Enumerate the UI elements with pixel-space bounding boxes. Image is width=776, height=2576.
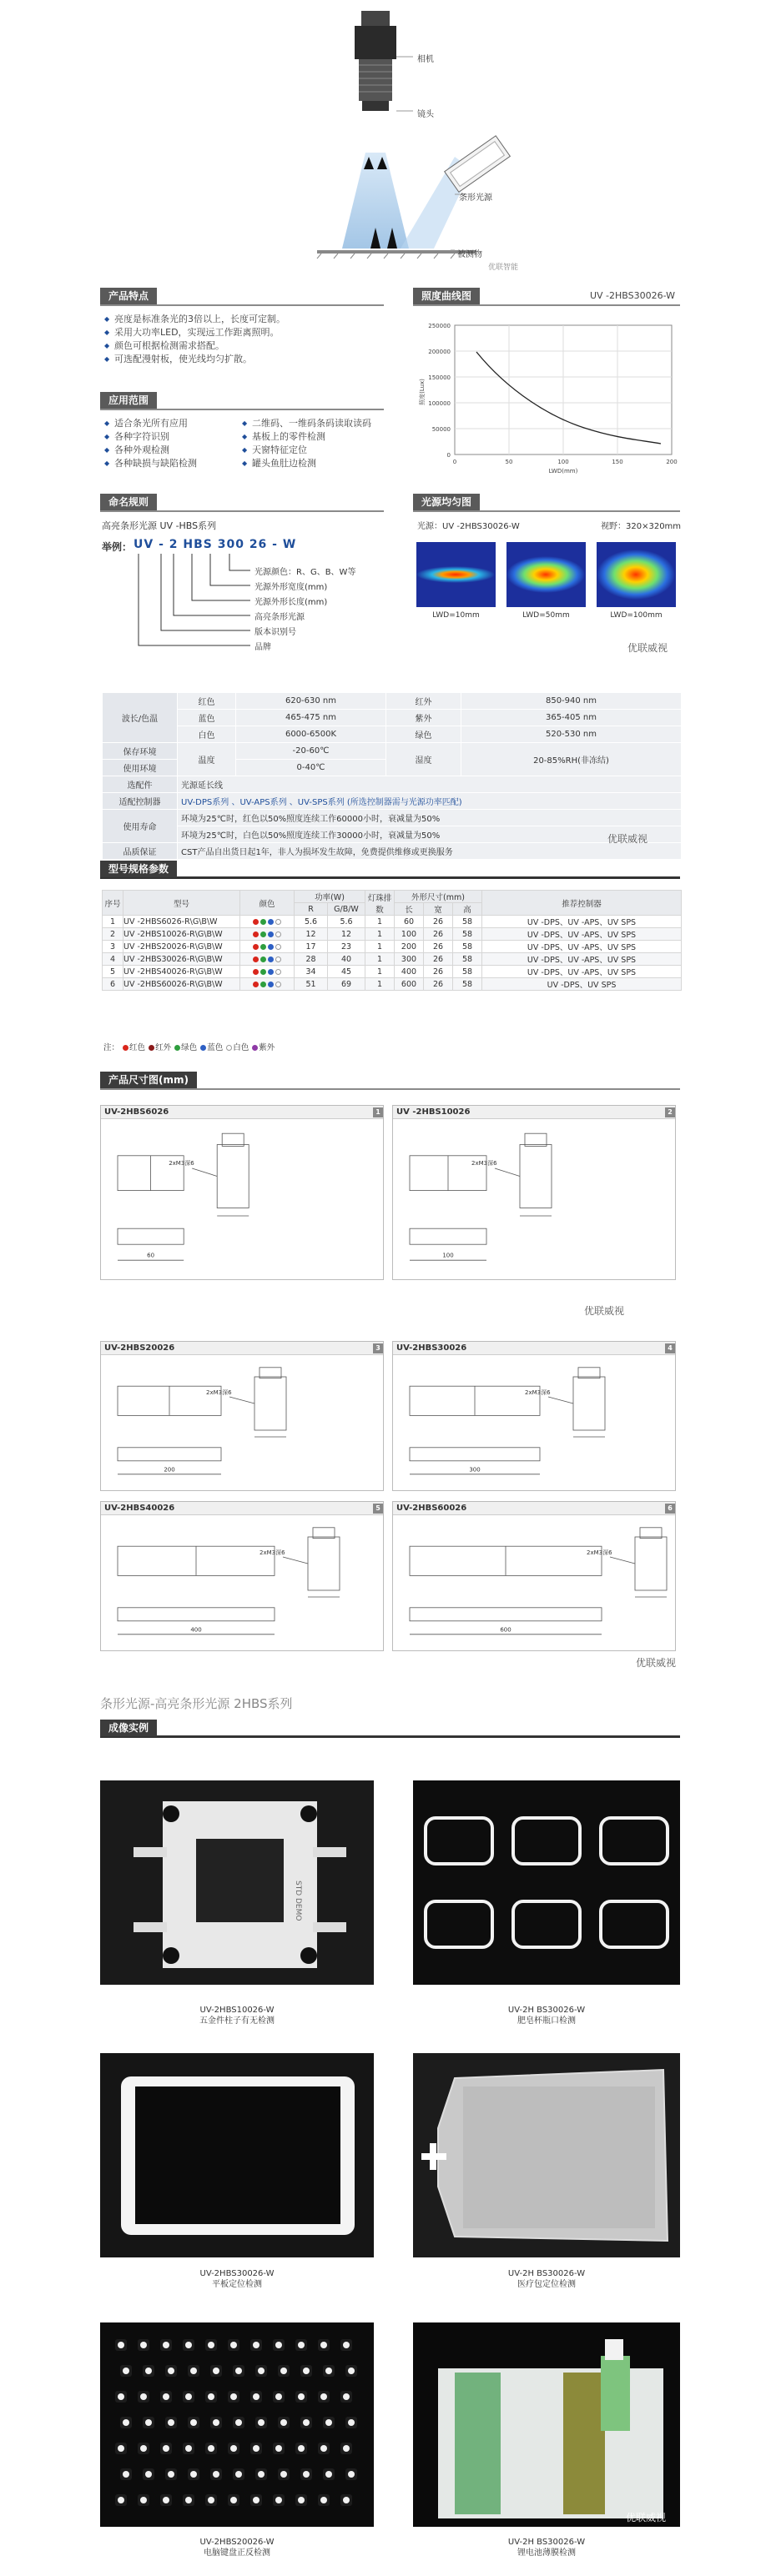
dimensions-header: 产品尺寸图(mm) (100, 1072, 680, 1090)
app-item: ◆ 基板上的零件检测 (242, 430, 392, 444)
watermark: 优联威视 (607, 833, 648, 845)
color-dots (240, 966, 295, 978)
table-row: 3 UV -2HBS20026-R\G\B\W 17 23 1 200 26 58 UV -DPS、UV -APS、UV SPS (103, 941, 682, 953)
dimension-index: 6 (665, 1504, 675, 1514)
uniformity-light: 光源：UV -2HBS30026-W (417, 522, 520, 531)
svg-text:250000: 250000 (428, 323, 451, 329)
example-photo (100, 2322, 374, 2527)
example-photo (100, 1780, 374, 1985)
naming-header: 命名规则 (100, 494, 384, 512)
dimension-drawing (392, 1341, 676, 1491)
dimension-title: UV-2HBS30026 4 (393, 1342, 675, 1355)
svg-text:150: 150 (612, 459, 623, 465)
dimension-hole: 2xM3深6 (525, 1388, 551, 1396)
models-table: 序号 型号 颜色 功率(W) 灯珠排数 外形尺寸(mm) 推荐控制器 R G/B/W 长 宽 高 1 UV -2HBS6026-R\G\B\W 5.6 5.6 1 60 26 58 UV -DPS、UV -APS、UV SPS 2 UV -2HBS10026-R\G\B\W 12 12 1 100 26 58 UV -DPS、UV -APS、UV SPS 3 UV -2HBS20026-R\G\B\W 17 23 1 200 26 58 UV -DPS、UV -APS、UV SPS 4 UV -2HBS30026-R\G\B\W 28 40 1 300 26 58 UV -DPS、UV -APS、UV SPS 5 UV -2HBS40026-R\G\B\W 34 45 1 400 26 58 UV -DPS、UV -APS、UV SPS 6 UV -2HBS60026-R\G\B\W 51 69 1 600 26 58 UV -DPS、UV SPS (102, 890, 682, 991)
uniformity-caption: LWD=10mm (432, 611, 480, 620)
color-dots (240, 941, 295, 953)
dimension-drawing (100, 1105, 384, 1280)
color-dots (240, 928, 295, 941)
svg-text:150000: 150000 (428, 374, 451, 381)
example-model: UV-2HBS30026-W (199, 2269, 275, 2278)
color-dots (240, 953, 295, 966)
dimension-hole: 2xM3深6 (471, 1160, 497, 1167)
imaging-header: 成像实例 (100, 1720, 680, 1738)
app-item: ◆ 适合条光所有应用 (104, 417, 238, 430)
features-header: 产品特点 (100, 288, 384, 306)
dimension-svg (101, 1357, 383, 1490)
app-item: ◆ 罐头鱼肚边检测 (242, 457, 392, 470)
dimension-length: 300 (469, 1466, 481, 1474)
color-dots (240, 916, 295, 928)
watermark: 优联威视 (636, 1657, 677, 1669)
example-model: UV-2HBS20026-W (199, 2538, 275, 2547)
table-row: 6 UV -2HBS60026-R\G\B\W 51 69 1 600 26 58 UV -DPS、UV SPS (103, 978, 682, 991)
naming-example-label: 举例： (102, 541, 133, 553)
example-photo (413, 1780, 680, 1985)
spec-table: 波长/色温 红色 620-630 nm 红外 850-940 nm 蓝色 465-475 nm 紫外 365-405 nm 白色 6000-6500K 绿色 520-530 nm 保存环境 温度 -20-60℃ 湿度 20-85%RH(非冻结) 使用环境 0-40℃ 选配件 光源延长线 适配控制器 UV-DPS系列 、UV-APS系列 、UV-SPS系列 (所选控制器需与光源功率匹配) 使用寿命 环境为25℃时，红色以50%照度连续工作60000小时，衰减量为50% 环境为25℃时，白色以50%照度连续工作30000小时，衰减量为50% 品质保证 CST产品自出货日起1年，非人为损坏发生故障，免费提供维修或更换服务 (102, 692, 682, 860)
dimension-title: UV -2HBS10026 2 (393, 1106, 675, 1119)
dimension-length: 100 (442, 1252, 454, 1259)
app-item: ◆ 各种外观检测 (104, 444, 238, 457)
dimension-length: 600 (500, 1626, 511, 1634)
dimension-length: 200 (164, 1466, 175, 1474)
dimension-title: UV-2HBS6026 1 (101, 1106, 383, 1119)
color-dots (240, 978, 295, 991)
uniformity-view: 视野：320×320mm (601, 522, 682, 531)
camera-label: 相机 (417, 55, 434, 64)
example-desc: 平板定位检测 (212, 2280, 262, 2289)
naming-label: 光源外形宽度(mm) (254, 583, 328, 592)
naming-label: 高亮条形光源 (254, 613, 305, 622)
svg-text:50: 50 (505, 459, 513, 465)
color-legend: 注： 红色 红外 绿色 蓝色 白色 紫外 (103, 1043, 275, 1052)
svg-text:STD DEMO: STD DEMO (294, 1881, 302, 1921)
applications-left (104, 417, 238, 470)
example-model: UV-2HBS10026-W (199, 2006, 275, 2015)
optical-diagram (309, 7, 559, 274)
object-label: 被测物 (457, 250, 482, 259)
example-desc: 肥皂杯瓶口检测 (517, 2016, 576, 2026)
dimension-drawing (392, 1105, 676, 1280)
svg-text:100: 100 (557, 459, 569, 465)
dimension-title: UV-2HBS20026 3 (101, 1342, 383, 1355)
naming-label: 光源颜色：R、G、B、W等 (254, 568, 356, 577)
svg-text:100000: 100000 (428, 400, 451, 407)
table-row: 5 UV -2HBS40026-R\G\B\W 34 45 1 400 26 58 UV -DPS、UV -APS、UV SPS (103, 966, 682, 978)
svg-text:200: 200 (666, 459, 678, 465)
features-list (104, 313, 384, 366)
svg-text:200000: 200000 (428, 349, 451, 355)
svg-text:50000: 50000 (431, 426, 451, 433)
dimension-svg (101, 1121, 383, 1279)
example-photo (413, 2322, 680, 2527)
example-model: UV-2H BS30026-W (507, 2269, 586, 2278)
svg-text:0: 0 (446, 452, 451, 459)
uniformity-header: 光源均匀图 (413, 494, 680, 512)
watermark: 优联威视 (584, 1305, 625, 1317)
light-label: 条形光源 (459, 193, 492, 203)
dimension-hole: 2xM3深6 (260, 1549, 285, 1556)
dimension-drawing (100, 1501, 384, 1651)
series-title: 条形光源-高亮条形光源 2HBS系列 (100, 1696, 293, 1711)
app-item: ◆ 各种缺损与缺陷检测 (104, 457, 238, 470)
naming-lines (134, 552, 259, 660)
dimension-index: 5 (373, 1504, 383, 1514)
dimension-title: UV-2HBS40026 5 (101, 1502, 383, 1515)
dimension-hole: 2xM3深6 (169, 1160, 194, 1167)
dimension-hole: 2xM3深6 (206, 1388, 232, 1396)
feature-item: ◆ 采用大功率LED，实现远工作距离照明。 (104, 326, 384, 339)
app-item: ◆ 各种字符识别 (104, 430, 238, 444)
naming-example: UV - 2 HBS 300 26 - W (134, 538, 297, 551)
example-photo (100, 2053, 374, 2257)
small-watermark: 优联智能 (488, 264, 519, 272)
dimension-index: 3 (373, 1343, 383, 1353)
naming-label: 品牌 (254, 643, 271, 652)
applications-right (242, 417, 392, 470)
illum-curve-chart (417, 317, 680, 484)
dimension-drawing (392, 1501, 676, 1651)
models-header: 型号规格参数 (100, 861, 680, 879)
dimension-index: 4 (665, 1343, 675, 1353)
naming-label: 光源外形长度(mm) (254, 598, 328, 607)
feature-item: ◆ 亮度是标准条光的3倍以上，长度可定制。 (104, 313, 384, 326)
naming-subtitle: 高亮条形光源 UV -HBS系列 (102, 520, 217, 531)
illum-curve-header: 照度曲线图 UV -2HBS30026-W (413, 288, 680, 306)
table-row: 2 UV -2HBS10026-R\G\B\W 12 12 1 100 26 58 UV -DPS、UV -APS、UV SPS (103, 928, 682, 941)
dimension-drawing (100, 1341, 384, 1491)
feature-item: ◆ 可选配漫射板，使光线均匀扩散。 (104, 353, 384, 366)
dimension-title: UV-2HBS60026 6 (393, 1502, 675, 1515)
example-photo (413, 2053, 680, 2257)
dimension-svg (393, 1357, 675, 1490)
applications-header: 应用范围 (100, 392, 384, 410)
svg-text:LWD(mm): LWD(mm) (548, 468, 578, 475)
uniformity-caption: LWD=50mm (522, 611, 570, 620)
svg-text:0: 0 (452, 459, 457, 465)
dimension-length: 400 (190, 1626, 202, 1634)
table-row: 1 UV -2HBS6026-R\G\B\W 5.6 5.6 1 60 26 58 UV -DPS、UV -APS、UV SPS (103, 916, 682, 928)
example-model: UV-2H BS30026-W (507, 2538, 586, 2547)
dimension-index: 1 (373, 1107, 383, 1117)
lens-label: 镜头 (417, 110, 434, 119)
naming-label: 版本识别号 (254, 628, 296, 637)
example-desc: 医疗包定位检测 (517, 2280, 576, 2289)
feature-item: ◆ 颜色可根据检测需求搭配。 (104, 339, 384, 353)
app-item: ◆ 天窗特征定位 (242, 444, 392, 457)
example-desc: 电脑键盘正反检测 (204, 2548, 270, 2558)
dimension-svg (393, 1121, 675, 1279)
example-desc: 锂电池薄膜检测 (517, 2548, 576, 2558)
example-desc: 五金件柱子有无检测 (199, 2016, 275, 2026)
app-item: ◆ 二维码、一维码条码读取读码 (242, 417, 392, 430)
example-model: UV-2H BS30026-W (507, 2006, 586, 2015)
dimension-svg (101, 1517, 383, 1650)
svg-text:照度(Lux): 照度(Lux) (419, 379, 426, 405)
dimension-length: 60 (147, 1252, 155, 1259)
watermark: 优联威视 (626, 2512, 667, 2523)
dimension-index: 2 (665, 1107, 675, 1117)
dimension-svg (393, 1517, 675, 1650)
dimension-hole: 2xM3深6 (587, 1549, 612, 1556)
uniformity-caption: LWD=100mm (610, 611, 663, 620)
watermark: 优联威视 (627, 642, 668, 654)
table-row: 4 UV -2HBS30026-R\G\B\W 28 40 1 300 26 58 UV -DPS、UV -APS、UV SPS (103, 953, 682, 966)
uniformity-maps (415, 538, 682, 621)
